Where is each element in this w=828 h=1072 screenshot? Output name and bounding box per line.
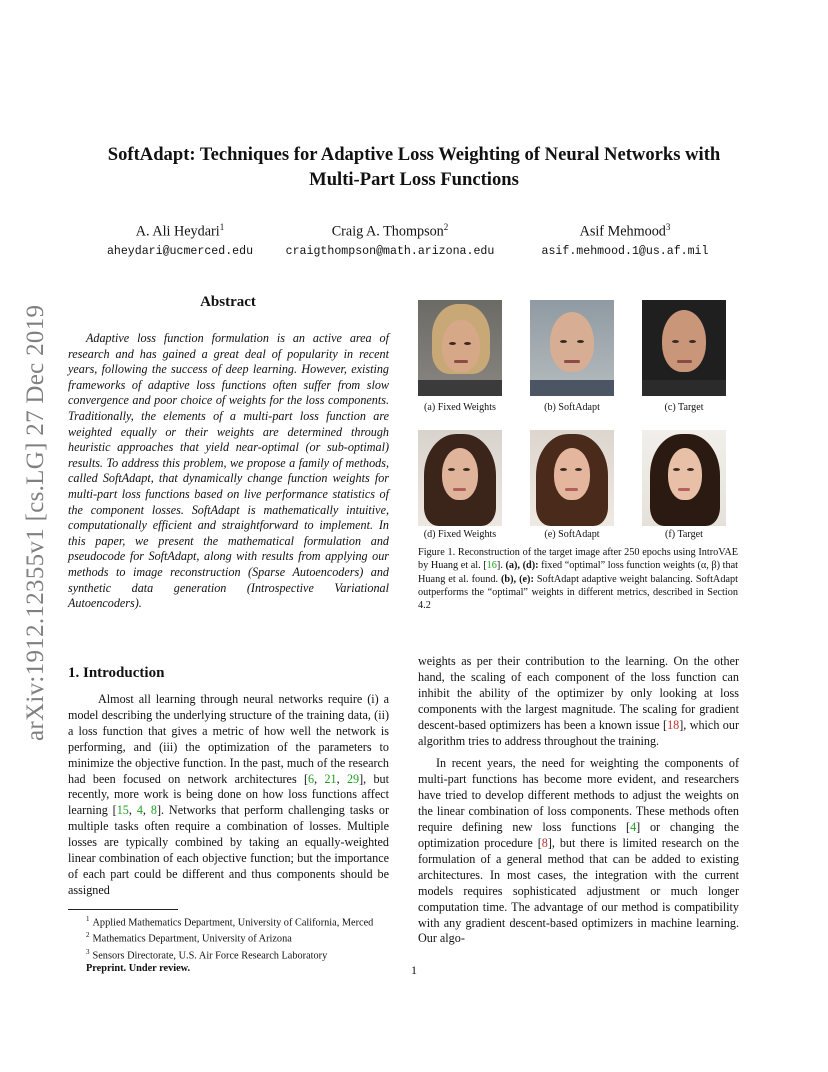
citation-link[interactable]: 15 <box>116 803 129 818</box>
face-image-target-male <box>642 300 726 396</box>
page-number: 1 <box>411 963 417 977</box>
face-image-softadapt-male <box>530 300 614 396</box>
face-image-softadapt-female <box>530 430 614 526</box>
subcaption-e: (e) SoftAdapt <box>544 529 600 540</box>
citation-link[interactable]: 29 <box>346 771 360 786</box>
paragraph: In recent years, the need for weighting the components of multi-part functions has become more evident, and researchers have tried to develop different methods to adjust the weights on the linear combination of loss components. These methods often require defining new loss functions [4] or changing the optimization procedure [8], but there is limited research on the formulation of a general method that can be added to existing architectures. In most cases, the integration with the current models requires sophisticated adjustment or much longer computation time. The advantage of our method is compatibility with any gradient descent-based optimizers in machine learning. Our algo- <box>418 756 739 946</box>
subcaption-f: (f) Target <box>665 529 703 540</box>
citation-link[interactable]: 4 <box>630 820 637 835</box>
citation-link[interactable]: 8 <box>150 803 157 818</box>
face-image-fixed-weights-female <box>418 430 502 526</box>
author-2 <box>280 218 500 258</box>
paragraph: weights as per their contribution to the learning. On the other hand, the scaling of each component of the loss function can inhibit the ability of the optimizer by only looking at loss components with the largest magnitude. The scaling for gradient descent-based optimizers has been a known issue [18], which our algorithm tries to address throughout the training. <box>418 654 739 748</box>
subcaption-c: (c) Target <box>664 402 704 413</box>
author-name: A. Ali Heydari$^1$ <box>135 222 225 240</box>
citation-link[interactable]: 21 <box>324 771 337 786</box>
citation-link[interactable]: 4 <box>136 803 143 818</box>
abstract-heading: Abstract <box>200 294 256 310</box>
introduction-heading: 1. Introduction <box>68 665 165 681</box>
author-3 <box>515 218 735 258</box>
title-line-1: SoftAdapt: Techniques for Adaptive Loss Weighting of Neural Networks with <box>107 144 721 165</box>
face-image-target-female <box>642 430 726 526</box>
face-image-fixed-weights-male <box>418 300 502 396</box>
citation-link[interactable]: 6 <box>308 771 315 786</box>
subcaption-a: (a) Fixed Weights <box>424 402 496 413</box>
citation-link[interactable]: 18 <box>667 717 680 732</box>
title-line-2: Multi-Part Loss Functions <box>309 169 519 190</box>
right-column-text <box>418 654 739 947</box>
preprint-note: Preprint. Under review. <box>86 963 191 975</box>
author-email: craigthompson@math.arizona.edu <box>285 244 495 258</box>
author-email: aheydari@ucmerced.edu <box>106 244 254 258</box>
subcaption-d: (d) Fixed Weights <box>423 529 497 540</box>
arxiv-stamp: arXiv:1912.12355v1 [cs.LG] 27 Dec 2019 <box>22 304 49 742</box>
paper-title <box>60 142 768 192</box>
figure-caption: Figure 1. Reconstruction of the target image after 250 epochs using IntroVAE by Huang et al. [16]. (a), (d): fixed “optimal” loss function weights (α, β) that Huang et al. found. (b), (e): SoftAdapt adaptive weight balancing. SoftAdapt outperforms the “optimal” weights in different metrics, described in Section 4.2 <box>418 547 738 612</box>
author-name: Craig A. Thompson$^2$ <box>331 222 449 240</box>
abstract-text: Adaptive loss function formulation is an active area of research and has gained a great deal of popularity in recent years, following the success of deep learning. However, existing frameworks of adaptive loss functions often suffer from slow convergence and poor choice of weights for the loss components. Traditionally, the elements of a multi-part loss function are weighted equally or their weights are determined through heuristic approaches that yield near-optimal (or sub-optimal) results. To address this problem, we propose a family of methods, called SoftAdapt, that dynamically change function weights for multi-part loss functions based on live performance statistics of the component losses. SoftAdapt is mathematically intuitive, computationally efficient and straightforward to implement. In this paper, we present the mathematical formulation and pseudocode for SoftAdapt, along with results from applying our methods to image reconstruction (Sparse Autoencoders) and synthetic data generation (Introspective Variational Autoencoders). <box>68 331 389 611</box>
citation-link[interactable]: 8 <box>541 835 548 850</box>
author-1 <box>70 218 290 258</box>
subcaption-b: (b) SoftAdapt <box>544 402 600 413</box>
footnote: $^1$ Applied Mathematics Department, University of California, Merced <box>86 915 374 929</box>
footnote: $^2$ Mathematics Department, University of Arizona <box>86 931 292 945</box>
footnote: $^3$ Sensors Directorate, U.S. Air Force Research Laboratory <box>86 947 328 962</box>
author-name: Asif Mehmood$^3$ <box>579 222 671 240</box>
author-email: asif.mehmood.1@us.af.mil <box>541 244 709 258</box>
footnote-rule <box>68 909 178 910</box>
introduction-paragraph: Almost all learning through neural networks require (i) a model describing the underlying structure of the training data, (ii) a loss function that gives a metric of how well the network is performing, and (iii) the optimization of the parameters to minimize the objective function. In the past, much of the research had been focused on network architectures [6, 21, 29], but recently, more work is being done on how loss functions affect learning [15, 4, 8]. Networks that perform challenging tasks or multiple tasks often require a combination of losses. Multiple losses are typically combined by taking an equally-weighted linear combination of each objective function; but the importance of each part could be different and thus components should be assigned <box>68 692 389 897</box>
citation-link[interactable]: 16 <box>486 560 497 572</box>
